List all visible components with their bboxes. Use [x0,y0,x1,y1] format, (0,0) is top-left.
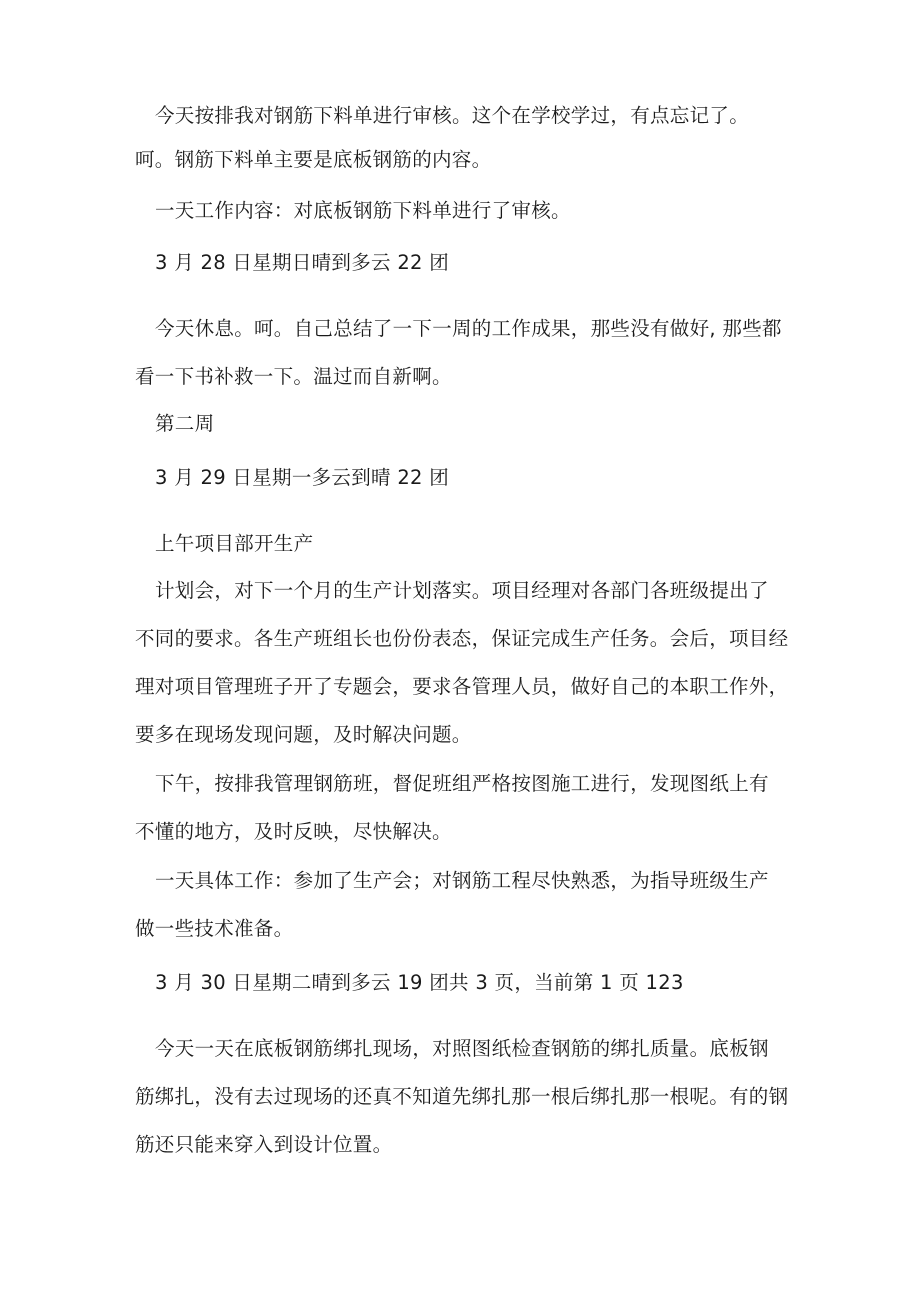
paragraph-line: 呵。钢筋下料单主要是底板钢筋的内容。 [135,148,492,171]
section-heading: 第二周 [155,412,215,435]
paragraph-line: 做一些技术准备。 [135,917,294,940]
paragraph-line: 一天工作内容：对底板钢筋下料单进行了审核。 [155,199,571,222]
paragraph-line: 今天一天在底板钢筋绑扎现场，对照图纸检查钢筋的绑扎质量。底板钢 [155,1037,769,1060]
date-heading: 3 月 28 日星期日晴到多云 22 团 [155,251,450,274]
paragraph-line: 上午项目部开生产 [155,532,314,555]
paragraph-line: 筋绑扎，没有去过现场的还真不知道先绑扎那一根后绑扎那一根呢。有的钢 [135,1085,789,1108]
paragraph-line: 要多在现场发现问题，及时解决问题。 [135,723,472,746]
paragraph-line: 不懂的地方，及时反映，尽快解决。 [135,820,452,843]
paragraph-line: 一天具体工作：参加了生产会；对钢筋工程尽快熟悉，为指导班级生产 [155,869,769,892]
paragraph-line: 计划会，对下一个月的生产计划落实。项目经理对各部门各班级提出了 [155,579,769,602]
paragraph-line: 看一下书补救一下。温过而自新啊。 [135,365,452,388]
paragraph-line: 筋还只能来穿入到设计位置。 [135,1133,393,1156]
paragraph-line: 今天休息。呵。自己总结了一下一周的工作成果，那些没有做好, 那些都 [155,317,782,340]
paragraph-line: 下午，按排我管理钢筋班，督促班组严格按图施工进行，发现图纸上有 [155,772,769,795]
paragraph-line: 不同的要求。各生产班组长也份份表态，保证完成生产任务。会后，项目经 [135,627,789,650]
paragraph-line: 理对项目管理班子开了专题会，要求各管理人员，做好自己的本职工作外， [135,675,789,698]
date-heading: 3 月 29 日星期一多云到晴 22 团 [155,466,450,489]
date-heading: 3 月 30 日星期二晴到多云 19 团共 3 页，当前第 1 页 123 [155,971,684,994]
paragraph-line: 今天按排我对钢筋下料单进行审核。这个在学校学过，有点忘记了。 [155,104,750,127]
